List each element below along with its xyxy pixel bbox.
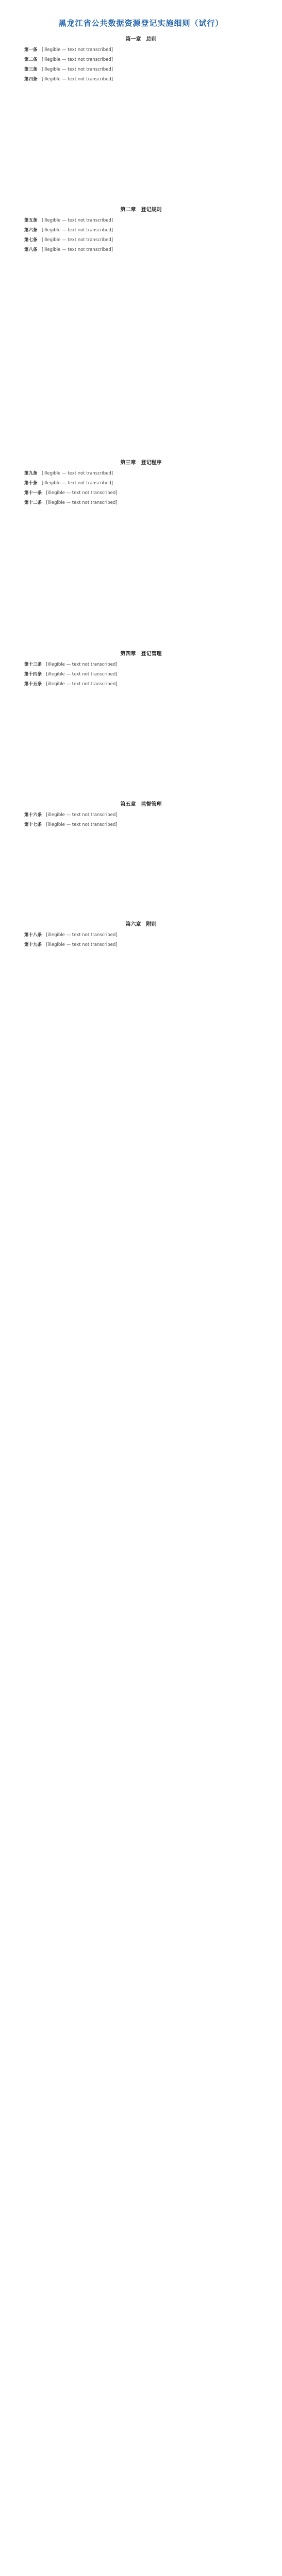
article-number: 第二条 <box>24 57 42 62</box>
chapter-heading: 第二章 登记规则 <box>120 207 162 213</box>
chapter-heading: 第五章 监督管理 <box>120 802 162 807</box>
article-text: [illegible — text not transcribed] <box>46 672 118 677</box>
article-paragraph <box>15 46 267 54</box>
article-paragraph <box>15 66 267 74</box>
article-text: [illegible — text not transcribed] <box>46 812 118 818</box>
article-number: 第十三条 <box>24 662 46 667</box>
article-text: [illegible — text not transcribed] <box>42 57 113 62</box>
article-text: [illegible — text not transcribed] <box>42 77 113 82</box>
document-title: 黑龙江省公共数据资源登记实施细则（试行） <box>58 19 224 28</box>
document-page <box>0 0 282 972</box>
article-number: 第十五条 <box>24 682 46 687</box>
article-paragraph <box>15 217 267 225</box>
article-paragraph <box>15 671 267 679</box>
article-text: [illegible — text not transcribed] <box>42 67 113 72</box>
article-paragraph <box>15 941 267 949</box>
article-text: [illegible — text not transcribed] <box>46 933 118 938</box>
chapter-heading: 第四章 登记管理 <box>120 651 162 657</box>
chapter-heading: 第三章 登记程序 <box>120 460 162 466</box>
article-paragraph <box>15 821 267 829</box>
article-number: 第七条 <box>24 238 42 243</box>
article-text: [illegible — text not transcribed] <box>42 471 113 476</box>
article-number: 第十七条 <box>24 822 46 827</box>
article-text: [illegible — text not transcribed] <box>46 942 118 947</box>
article-number: 第九条 <box>24 471 42 476</box>
article-number: 第三条 <box>24 67 42 72</box>
article-number: 第十条 <box>24 481 42 486</box>
article-number: 第十八条 <box>24 933 46 938</box>
article-number: 第十六条 <box>24 812 46 818</box>
article-paragraph <box>15 499 267 507</box>
article-text: [illegible — text not transcribed] <box>46 662 118 667</box>
article-paragraph <box>15 236 267 244</box>
chapter-heading: 第一章 总则 <box>125 37 157 42</box>
article-number: 第一条 <box>24 47 42 53</box>
article-text: [illegible — text not transcribed] <box>42 218 113 223</box>
article-text: [illegible — text not transcribed] <box>46 500 118 505</box>
article-paragraph <box>15 811 267 819</box>
article-text: [illegible — text not transcribed] <box>42 247 113 252</box>
article-paragraph <box>15 470 267 478</box>
article-number: 第六条 <box>24 228 42 233</box>
article-paragraph <box>15 661 267 669</box>
section-spacer <box>15 509 267 643</box>
article-text: [illegible — text not transcribed] <box>46 682 118 687</box>
section-spacer <box>15 256 267 452</box>
article-paragraph <box>15 76 267 83</box>
article-text: [illegible — text not transcribed] <box>42 47 113 53</box>
article-text: [illegible — text not transcribed] <box>42 481 113 486</box>
article-paragraph <box>15 246 267 254</box>
article-number: 第十四条 <box>24 672 46 677</box>
section-spacer <box>15 831 267 913</box>
article-number: 第十一条 <box>24 490 46 496</box>
article-paragraph <box>15 931 267 939</box>
article-text: [illegible — text not transcribed] <box>46 822 118 827</box>
article-number: 第五条 <box>24 218 42 223</box>
article-number: 第八条 <box>24 247 42 252</box>
article-text: [illegible — text not transcribed] <box>46 490 118 496</box>
section-spacer <box>15 86 267 199</box>
section-spacer <box>15 690 267 793</box>
article-paragraph <box>15 56 267 64</box>
chapter-heading: 第六章 附则 <box>125 922 157 927</box>
article-text: [illegible — text not transcribed] <box>42 238 113 243</box>
article-number: 第十二条 <box>24 500 46 505</box>
document-body <box>15 35 267 949</box>
article-text: [illegible — text not transcribed] <box>42 228 113 233</box>
article-paragraph <box>15 227 267 234</box>
article-paragraph <box>15 480 267 487</box>
article-paragraph <box>15 489 267 497</box>
article-paragraph <box>15 681 267 688</box>
article-number: 第四条 <box>24 77 42 82</box>
article-number: 第十九条 <box>24 942 46 947</box>
